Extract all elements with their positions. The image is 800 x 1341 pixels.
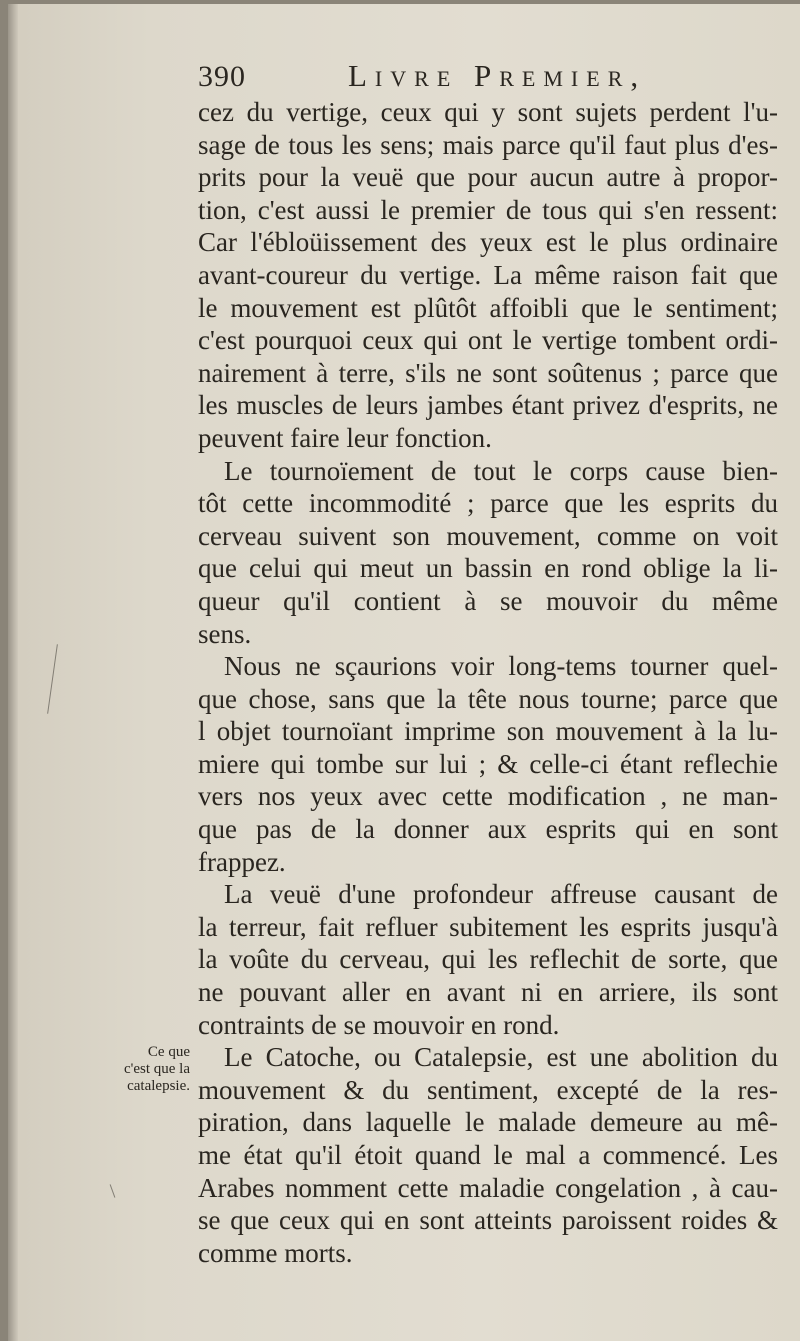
page-gutter-shadow [8, 4, 18, 1341]
book-page [8, 4, 800, 1341]
margin-pencil-mark [47, 644, 58, 713]
text-line: mouvement & du sentiment, excepté de la res- [198, 1074, 778, 1105]
text-line: tôt cette incommodité ; parce que les esprits du [198, 488, 778, 519]
text-line: queur qu'il contient à se mouvoir du même [198, 585, 778, 616]
text-line: prits pour la veuë que pour aucun autre à propor- [198, 162, 778, 193]
text-line: la terreur, fait refluer subitement les esprits jusqu'à [198, 911, 778, 942]
text-line: miere qui tombe sur lui ; & celle-ci étant reflechie [198, 748, 778, 779]
text-line: le mouvement est plûtôt affoibli que le sentiment; [198, 292, 778, 323]
text-line: peuvent faire leur fonction. [198, 422, 492, 453]
text-line: tion, c'est aussi le premier de tous qui s'en ressent: [198, 194, 778, 225]
page-number: 390 [198, 60, 246, 93]
text-line: frappez. [198, 846, 286, 877]
text-line: cez du vertige, ceux qui y sont sujets perdent l'u- [198, 97, 778, 127]
paragraph-start-line: Nous ne sçaurions voir long-tems tourner quel- [224, 651, 778, 682]
paragraph-start-line: Le tournoïement de tout le corps cause bien- [224, 455, 778, 486]
text-line: me état qu'il étoit quand le mal a commencé. Les [198, 1140, 778, 1170]
text-line: c'est pourquoi ceux qui ont le vertige tombent ordi- [198, 325, 778, 356]
margin-note [104, 1044, 190, 1095]
text-line: sage de tous les sens; mais parce qu'il faut plus d'es- [198, 129, 778, 160]
text-line: que chose, sans que la tête nous tourne; parce que [198, 683, 778, 714]
text-line: sens. [198, 618, 252, 649]
running-title: Livre Premier, [348, 58, 647, 93]
text-line: l objet tournoïant imprime son mouvement à la lu- [198, 716, 778, 747]
text-line: Car l'ébloüissement des yeux est le plus ordinaire [198, 227, 778, 258]
text-line: piration, dans laquelle le malade demeure au mê- [198, 1107, 778, 1138]
text-line: que celui qui meut un bassin en rond oblige la li- [198, 553, 778, 584]
text-line: cerveau suivent son mouvement, comme on voit [198, 520, 778, 551]
body-text [198, 96, 778, 1269]
text-line: ne pouvant aller en avant ni en arriere, ils sont [198, 977, 778, 1008]
margin-note-line: c'est que la [123, 1061, 190, 1077]
paragraph-start-line: La veuë d'une profondeur affreuse causant de [224, 879, 778, 910]
paragraph-start-line: Le Catoche, ou Catalepsie, est une abolition du [224, 1042, 778, 1073]
text-line: nairement à terre, s'ils ne sont soûtenus ; parce que [198, 357, 778, 388]
text-line: que pas de la donner aux esprits qui en sont [198, 814, 778, 845]
text-line: se que ceux qui en sont atteints paroissent roides & [198, 1205, 778, 1236]
margin-note-line: Ce que [147, 1044, 190, 1060]
text-line: vers nos yeux avec cette modification , ne man- [198, 781, 778, 812]
margin-note-line: catalepsie. [127, 1078, 190, 1094]
text-line: contraints de se mouvoir en rond. [198, 1009, 560, 1040]
text-line: les muscles de leurs jambes étant privez d'esprits, ne [198, 390, 778, 421]
text-line: comme morts. [198, 1237, 353, 1268]
margin-pencil-mark [110, 1184, 116, 1197]
text-line: avant-coureur du vertige. La même raison fait que [198, 259, 778, 290]
text-line: la voûte du cerveau, qui les reflechit de sorte, que [198, 944, 778, 975]
text-line: Arabes nomment cette maladie congelation , à cau- [198, 1172, 778, 1203]
page-header [198, 56, 758, 100]
